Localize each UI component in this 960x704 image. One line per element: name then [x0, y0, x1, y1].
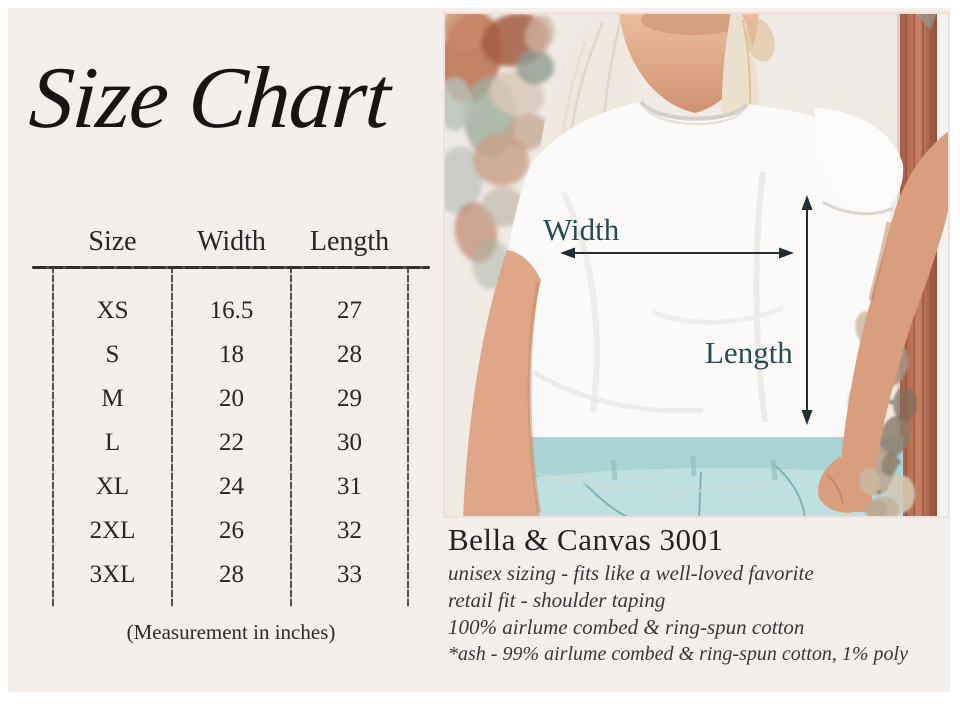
table-column-line: [171, 266, 173, 607]
table-cell-size: 2XL: [89, 517, 136, 544]
table-cell-size: XL: [95, 473, 130, 500]
table-cell-size: 3XL: [89, 561, 136, 588]
measurement-caption: (Measurement in inches): [126, 620, 336, 644]
table-cell-width: 22: [219, 429, 244, 456]
table-cell-length: 33: [337, 561, 362, 588]
table-cell-length: 32: [337, 517, 362, 544]
table-cell-width: 18: [219, 341, 244, 368]
size-table-body: [53, 269, 408, 623]
table-cell-size: L: [104, 429, 121, 456]
header-size: Size: [88, 226, 137, 257]
width-annotation-label: Width: [543, 212, 620, 247]
table-cell-width: 24: [219, 473, 244, 500]
table-cell-width: 28: [219, 561, 244, 588]
size-table: [32, 226, 432, 623]
table-cell-length: 27: [337, 297, 362, 324]
cream-background: [8, 8, 950, 692]
product-material: 100% airlume combed & ring-spun cotton: [448, 615, 805, 639]
product-fit-line-2: retail fit - shoulder taping: [448, 588, 666, 612]
table-cell-length: 30: [337, 429, 362, 456]
table-cell-length: 28: [337, 341, 362, 368]
product-photo: [443, 12, 950, 518]
product-description: [448, 520, 948, 668]
page-title: Size Chart: [26, 50, 393, 147]
table-cell-size: XS: [96, 297, 129, 324]
table-cell-width: 16.5: [209, 297, 254, 324]
table-column-line: [52, 266, 54, 607]
table-cell-width: 20: [219, 385, 244, 412]
size-table-header-row: [53, 226, 408, 258]
table-cell-length: 31: [337, 473, 362, 500]
table-cell-size: S: [105, 341, 120, 368]
table-column-line: [407, 266, 409, 607]
product-name: Bella & Canvas 3001: [448, 522, 724, 557]
table-cell-size: M: [101, 385, 124, 412]
header-width: Width: [197, 226, 266, 257]
table-cell-length: 29: [337, 385, 362, 412]
header-length: Length: [309, 226, 390, 257]
length-annotation-label: Length: [705, 335, 793, 370]
product-material-note: *ash - 99% airlume combed & ring-spun cotton, 1% poly: [448, 643, 908, 665]
product-fit-line-1: unisex sizing - fits like a well-loved favorite: [448, 561, 814, 585]
table-cell-width: 26: [219, 517, 244, 544]
table-column-line: [290, 266, 292, 607]
